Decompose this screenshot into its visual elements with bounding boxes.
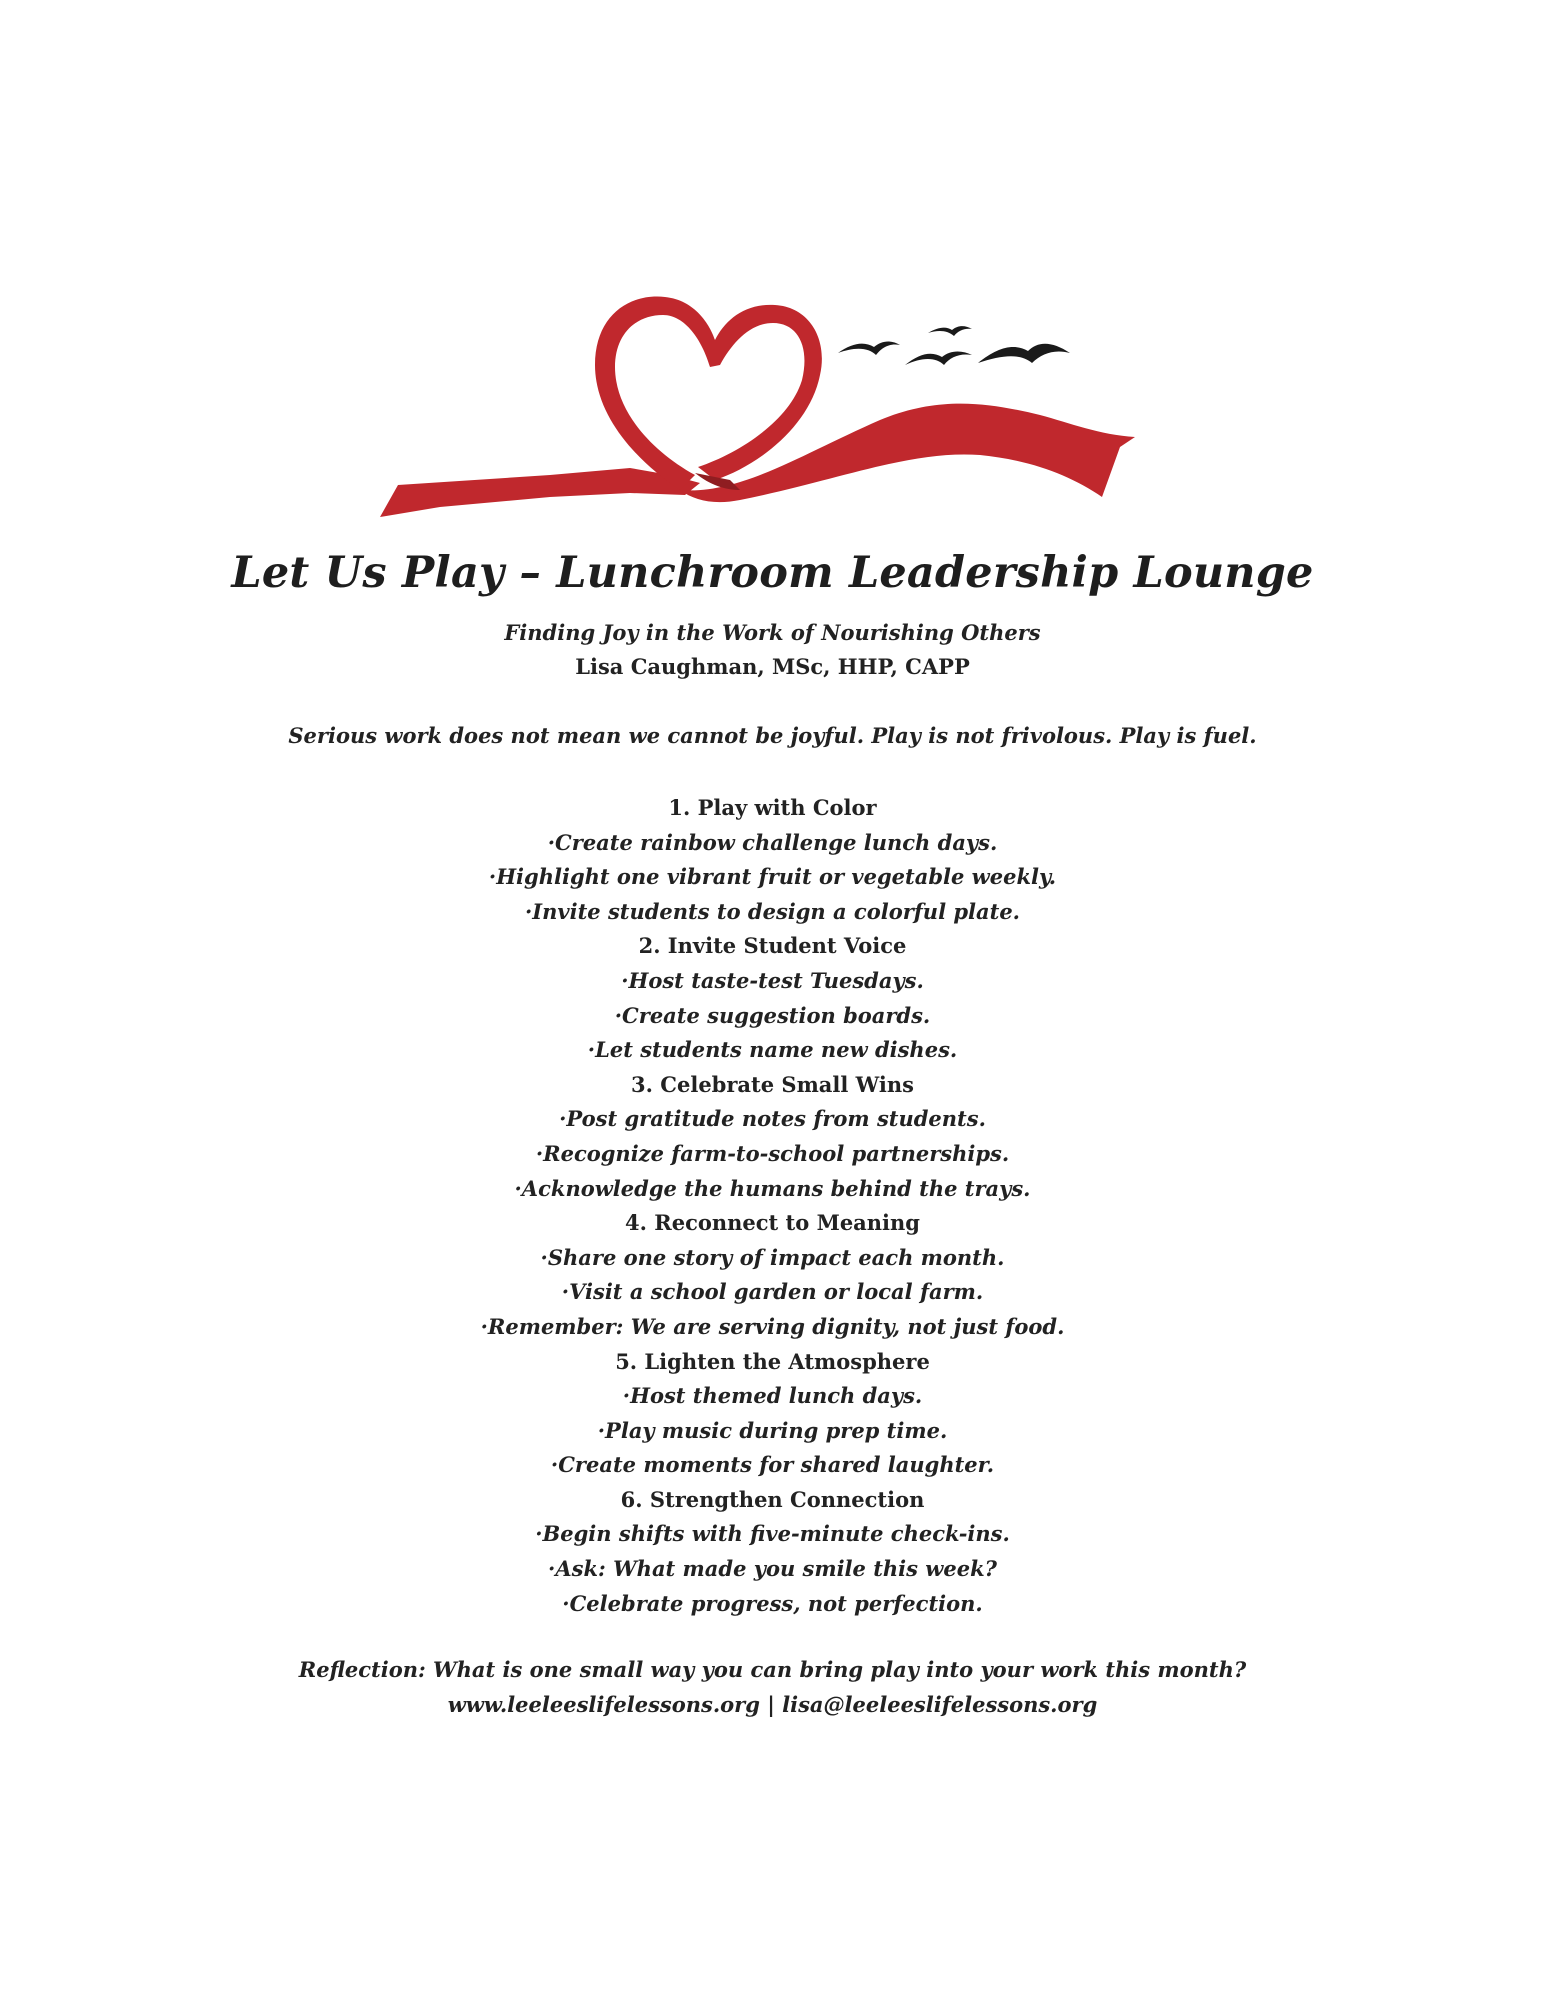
intro-statement: Serious work does not mean we cannot be joyful. Play is not frivolous. Play is fuel.	[288, 723, 1257, 748]
list-item: ·Post gratitude notes from students.	[559, 1106, 986, 1132]
list-item: ·Let students name new dishes.	[587, 1037, 958, 1063]
list-item: ·Acknowledge the humans behind the trays.	[514, 1175, 1031, 1201]
heart-ribbon-logo	[380, 285, 1160, 535]
heart-loop	[595, 297, 822, 490]
section-heading: 2. Invite Student Voice	[638, 933, 907, 959]
section-heading: 1. Play with Color	[668, 795, 877, 820]
list-item: ·Remember: We are serving dignity, not just food.	[480, 1313, 1065, 1339]
list-item: ·Invite students to design a colorful plate.	[524, 898, 1020, 924]
list-item: ·Visit a school garden or local farm.	[561, 1279, 984, 1305]
reflection-question: Reflection: What is one small way you can bring play into your work this month?	[298, 1657, 1247, 1682]
author-line: Lisa Caughman, MSc, HHP, CAPP	[575, 654, 970, 679]
list-item: ·Create rainbow challenge lunch days.	[547, 829, 998, 855]
section-heading: 4. Reconnect to Meaning	[625, 1210, 920, 1236]
section-heading: 6. Strengthen Connection	[620, 1486, 925, 1512]
list-item: ·Highlight one vibrant fruit or vegetable weekly.	[488, 864, 1057, 890]
list-item: ·Ask: What made you smile this week?	[548, 1556, 997, 1582]
page-title: Let Us Play – Lunchroom Leadership Lounge	[231, 548, 1314, 598]
section-heading: 5. Lighten the Atmosphere	[615, 1348, 930, 1374]
section-heading: 3. Celebrate Small Wins	[631, 1071, 914, 1097]
list-item: ·Celebrate progress, not perfection.	[562, 1590, 983, 1616]
contact-links[interactable]: www.leeleeslifelessons.org | lisa@leeleeslifelessons.org	[447, 1692, 1098, 1717]
list-item: ·Recognize farm-to-school partnerships.	[535, 1140, 1010, 1166]
list-item: ·Share one story of impact each month.	[540, 1244, 1005, 1270]
birds-icon	[838, 326, 1070, 365]
list-item: ·Host taste-test Tuesdays.	[621, 967, 924, 993]
list-item: ·Host themed lunch days.	[622, 1383, 923, 1409]
list-item: ·Play music during prep time.	[597, 1417, 948, 1443]
list-item: ·Begin shifts with five-minute check-ins.	[535, 1521, 1010, 1547]
list-item: ·Create moments for shared laughter.	[550, 1452, 995, 1478]
page-subtitle: Finding Joy in the Work of Nourishing Others	[504, 620, 1041, 645]
tips-list	[0, 791, 1545, 1621]
list-item: ·Create suggestion boards.	[614, 1002, 931, 1028]
ribbon-tail-left	[380, 468, 700, 517]
